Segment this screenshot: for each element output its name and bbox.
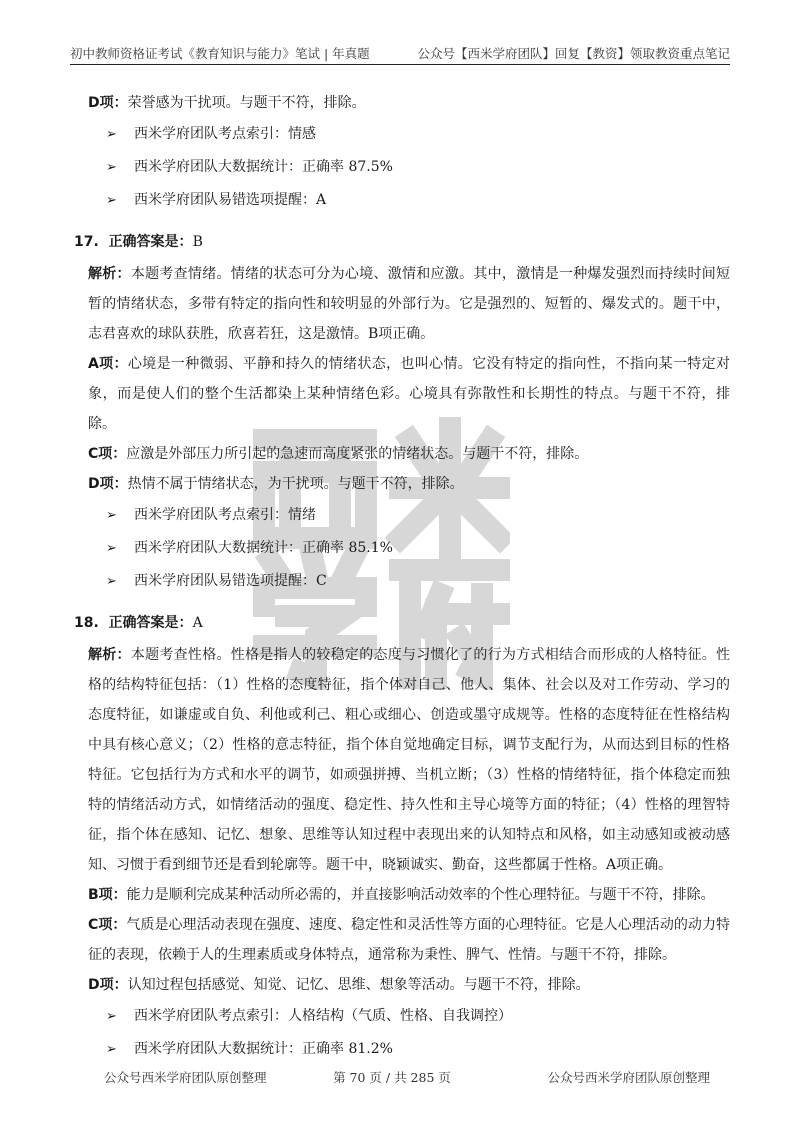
page-header	[70, 36, 730, 65]
bullet-arrow-icon: ➢	[106, 193, 117, 208]
answer-value: B	[192, 234, 203, 250]
bullet-item: ➢ 西米学府团队考点索引：情绪	[88, 499, 730, 532]
option-label: D项：	[88, 95, 128, 111]
bullet-arrow-icon: ➢	[106, 508, 117, 523]
bullet-arrow-icon: ➢	[106, 541, 117, 556]
option-a-17: A项：心境是一种微弱、平静和持久的情绪状态，也叫心情。它没有特定的指向性，不指向某一特定对象，而是使人们的整个生活都染上某种情绪色彩。心境具有弥散性和长期性的特点。与题干不符，排除。	[88, 356, 730, 432]
footer-left: 公众号西米学府团队原创整理	[104, 1070, 267, 1085]
answer-value: A	[192, 615, 203, 631]
bullet-item: ➢ 西米学府团队易错选项提醒：C	[88, 565, 730, 598]
question-18-analysis: 解析：本题考查性格。性格是指人的较稳定的态度与习惯化了的行为方式相结合而形成的人格特征。性格的结构特征包括：（1）性格的态度特征，指个体对自己、他人、集体、社会以及对工作劳动、学习的态度特征，如谦虚或自负、利他或利己、粗心或细心、创造或墨守成规等。性格的态度特征在性格结构中具有核心意义；（2）性格的意志特征，指个体自觉地确定目标，调节支配行为，从而达到目标的性格特征。它包括行为方式和水平的调节，如顽强拼搏、当机立断；（3）性格的情绪特征，指个体稳定而独特的情绪活动方式，如情绪活动的强度、稳定性、持久性和主导心境等方面的特征；（4）性格的理智特征，指个体在感知、记忆、想象、思维等认知过程中表现出来的认知特点和风格，如主动感知或被动感知、习惯于看到细节还是看到轮廓等。题干中，晓颖诚实、勤奋，这些都属于性格。A项正确。	[88, 647, 731, 873]
option-c-17: C项：应激是外部压力所引起的急速而高度紧张的情绪状态。与题干不符，排除。	[88, 446, 589, 462]
page-number: 第 70 页 / 共 285 页	[333, 1070, 451, 1085]
question-17-analysis: 解析：本题考查情绪。情绪的状态可分为心境、激情和应激。其中，激情是一种爆发强烈而持续时间短暂的情绪状态，多带有特定的指向性和较明显的外部行为。它是强烈的、短暂的、爆发式的。题干中，志君喜欢的球队获胜，欣喜若狂，这是激情。B项正确。	[88, 266, 731, 342]
bullet-arrow-icon: ➢	[106, 127, 117, 142]
bullet-item: ➢ 西米学府团队考点索引：情感	[88, 118, 730, 151]
page-footer	[70, 1068, 730, 1090]
option-d-18: D项：认知过程包括感觉、知觉、记忆、思维、想象等活动。与题干不符，排除。	[88, 977, 590, 993]
bullet-arrow-icon: ➢	[106, 1042, 117, 1057]
bullet-item: ➢ 西米学府团队大数据统计：正确率 81.2%	[88, 1033, 730, 1066]
bullet-item: ➢ 西米学府团队大数据统计：正确率 85.1%	[88, 532, 730, 565]
bullet-arrow-icon: ➢	[106, 160, 117, 175]
bullet-arrow-icon: ➢	[106, 1009, 117, 1024]
header-left-title: 初中教师资格证考试《教育知识与能力》笔试 | 年真题	[70, 46, 370, 61]
header-right-notice: 公众号【西米学府团队】回复【教资】领取教资重点笔记	[417, 46, 730, 61]
question-17-answer: 17. 正确答案是：B	[74, 234, 203, 250]
bullet-item: ➢ 西米学府团队大数据统计：正确率 87.5%	[88, 151, 730, 184]
bullet-arrow-icon: ➢	[106, 574, 117, 589]
option-text: 荣誉感为干扰项。与题干不符，排除。	[127, 95, 366, 111]
question-18-answer: 18. 正确答案是：A	[74, 615, 203, 631]
bullet-item: ➢ 西米学府团队考点索引：人格结构（气质、性格、自我调控）	[88, 1000, 730, 1033]
option-d-16	[88, 88, 730, 118]
option-d-17: D项：热情不属于情绪状态，为干扰项。与题干不符，排除。	[88, 476, 464, 492]
option-c-18: C项：气质是心理活动表现在强度、速度、稳定性和灵活性等方面的心理特征。它是人心理活动的动力特征的表现，依赖于人的生理素质或身体特点，通常称为秉性、脾气、性情。与题干不符，排除。	[88, 917, 730, 963]
bullet-item: ➢ 西米学府团队易错选项提醒：A	[88, 184, 730, 217]
option-b-18: B项：能力是顺利完成某种活动所必需的，并直接影响活动效率的个性心理特征。与题干不符，排除。	[88, 887, 715, 903]
footer-right: 公众号西米学府团队原创整理	[547, 1070, 710, 1085]
